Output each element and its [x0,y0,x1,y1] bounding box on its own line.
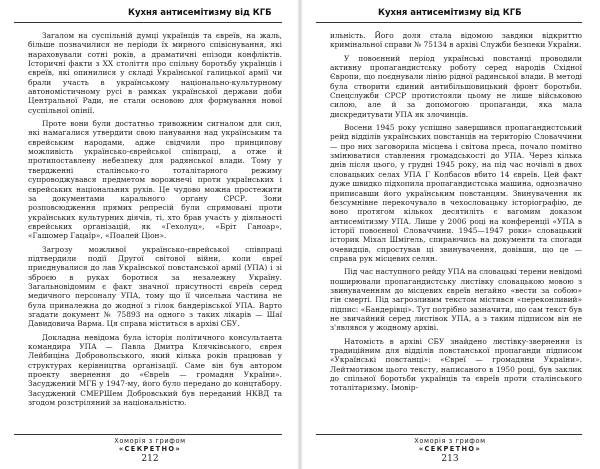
body-text [28,31,282,411]
paragraph: Під час наступного рейду УПА на словацькі терени невідомі поширювали пропагандистську листівку словацькою мовою з звинуваченням до місцевих євреїв негайно «вести за собою» гін смерті. Під загрозливим текстом містився «переконливий» підпис: «Бандерівці». Тут потрібно зазначити, що сам текст був не звичайний серед листівок УПА, а з таким підписом він не з'являвся у жодному архіві. [330,267,582,333]
header-rule [14,22,282,23]
footer-series-title: Хоморія з грифом [414,437,486,445]
right-page [300,0,600,469]
paragraph: У повоєнний період українські повстанці проводили активну пропагандистську роботу серед народів Східної Європи, що поєднували лінію рідної радянської влади. В методі була створити єдиний антибільшовицький фронт боротьби. Спецслужби СРСР протистояли цьому не лише військовою силою, але й за допомогою пропаганди, яка мала дискредитувати УПА як злочинців. [330,53,582,119]
footer-rule [14,434,282,435]
page-number: 212 [141,454,159,464]
footer-series-stamp: «СЕКРЕТНО» [118,445,182,453]
paragraph: Загалом на суспільній думці українців та євреїв, на жаль, більше позначилися не періоди їх мирного співіснування, які нараховували сотні років, а драматичні епізоди конфліктів. Історичні факти з XX століття про спільну боротьбу українців і євреїв, які опинилися у складі Української галицької армії чи брали участь в українському національно-культурному автономістичному русі в рамках української держави доби Центральної Ради, не стали основою для формування нової суспільної опінії. [28,31,282,115]
running-head: Кухня антисемітизму від КГБ [378,8,522,18]
paragraph: Загрозу можливої українсько-єврейської співпраці підтвердили події Другої світової війни, коли євреї приєднувалися до лав Української повстанської армії (УПА) і зі зброєю в руках боротися за незалежну Україну. Загальновідомим є факт значної присутності євреїв серед медичного персоналу УПА, тому що її чисельна частина не була приналежна до жодної з гілок бандерівської УПА. Варто згадати документ № 75893 на одного з таких лікарів — Шаї Давидовича Варма. Ця справа міститься в архіві СБУ. [28,244,282,329]
footer-series-stamp: «СЕКРЕТНО» [418,445,482,453]
body-text [330,31,582,397]
running-head: Кухня антисемітизму від КГБ [128,8,272,18]
paragraph: Восени 1945 року успішно завершився пропагандистський рейд відділів українських повстанців на територію Словаччини — про них заговорила місцева і світова преса, почало помітно змінюватися ставлення громадськості до УПА. Через кілька днів після цього, у грудні 1945 року, на під час ночівлі в двох словацьких селах УПА Г Колбасов вбито 14 євреїв. Цей факт дуже швидко підхопила пропагандистська машина, однозначно приписавши його українським повстанцям. Звинувачення як безсумнівне перекочувало в чехословацьку історіографію, де воно протягом кількох десятиліть є вагомим доказом антисемітизму УПА. Лише у 2006 році на конференції «УПА в історії повоєнної Словаччини. 1945—1947 роки» словацький історик Міхал Шмігель, спираючись на документи та спогади очевидців, спростував ці звинувачення, довівши, що це — справа рук місцевих селян. [330,123,582,263]
page-number: 213 [441,454,459,464]
footer-rule [316,434,582,435]
paragraph: ильність. Його доля стала відомою завдяки відкриттю кримінальної справи № 75134 в архіві Служби безпеки України. [330,31,582,50]
page-footer [300,437,600,465]
paragraph: Докладна невідома була історія політичного консультанта командира УПА — Павла Дмитра Клячківського, єврея Лейбиціна Добровольського, який кілька років працював у структурах керівництва організації. Саме він був автором проекту звернення до «Євреїв — громадян України». Засуджений МГБ у 1947-му, його було передано до концтабору. Засуджений СМЕРШем Добровський був переданий НКВД та згодом розстріляний за національністю. [28,332,282,408]
paragraph: Натомість в архіві СБУ знайдено листівку-звернення із традиційним для відділів повстанської пропаганди підписом «Українські повстанці»: «Євреї — громадяни України». Лейтмотивом цього тексту, написаного в 1950 році, був заклик до спільної боротьби українців та євреїв проти сталінського тоталітаризму. Імовір- [330,336,582,393]
footer-series-title: Хоморія з грифом [114,437,186,445]
page-footer [0,437,300,465]
header-rule [316,22,582,23]
paragraph: Проте вони були достатньо тривожним сигналом для сил, які намагалися утвердити свою панування над українським та єврейським народами, адже свідчили про принципову можливість українсько-єврейської співпраці, а отже й протипоставлену небезпеку для радянської влади. Тому у твердженні сталінсько-го тоталітарного режиму супроводжувався предметом ворожнечі проти українських і єврейських національних рухів. Це чудово можна простежити за документами карального органу СРСР. Зони розповсюдження прямих репресій були спрямовані проти українських культурних діячів, ті, хто брав участь у діяльності єврейських організацій, як «Гехолуц», «Бріт Ганоар», «Гашомер Гацаїр», «Поалей Ціон». [28,119,282,241]
